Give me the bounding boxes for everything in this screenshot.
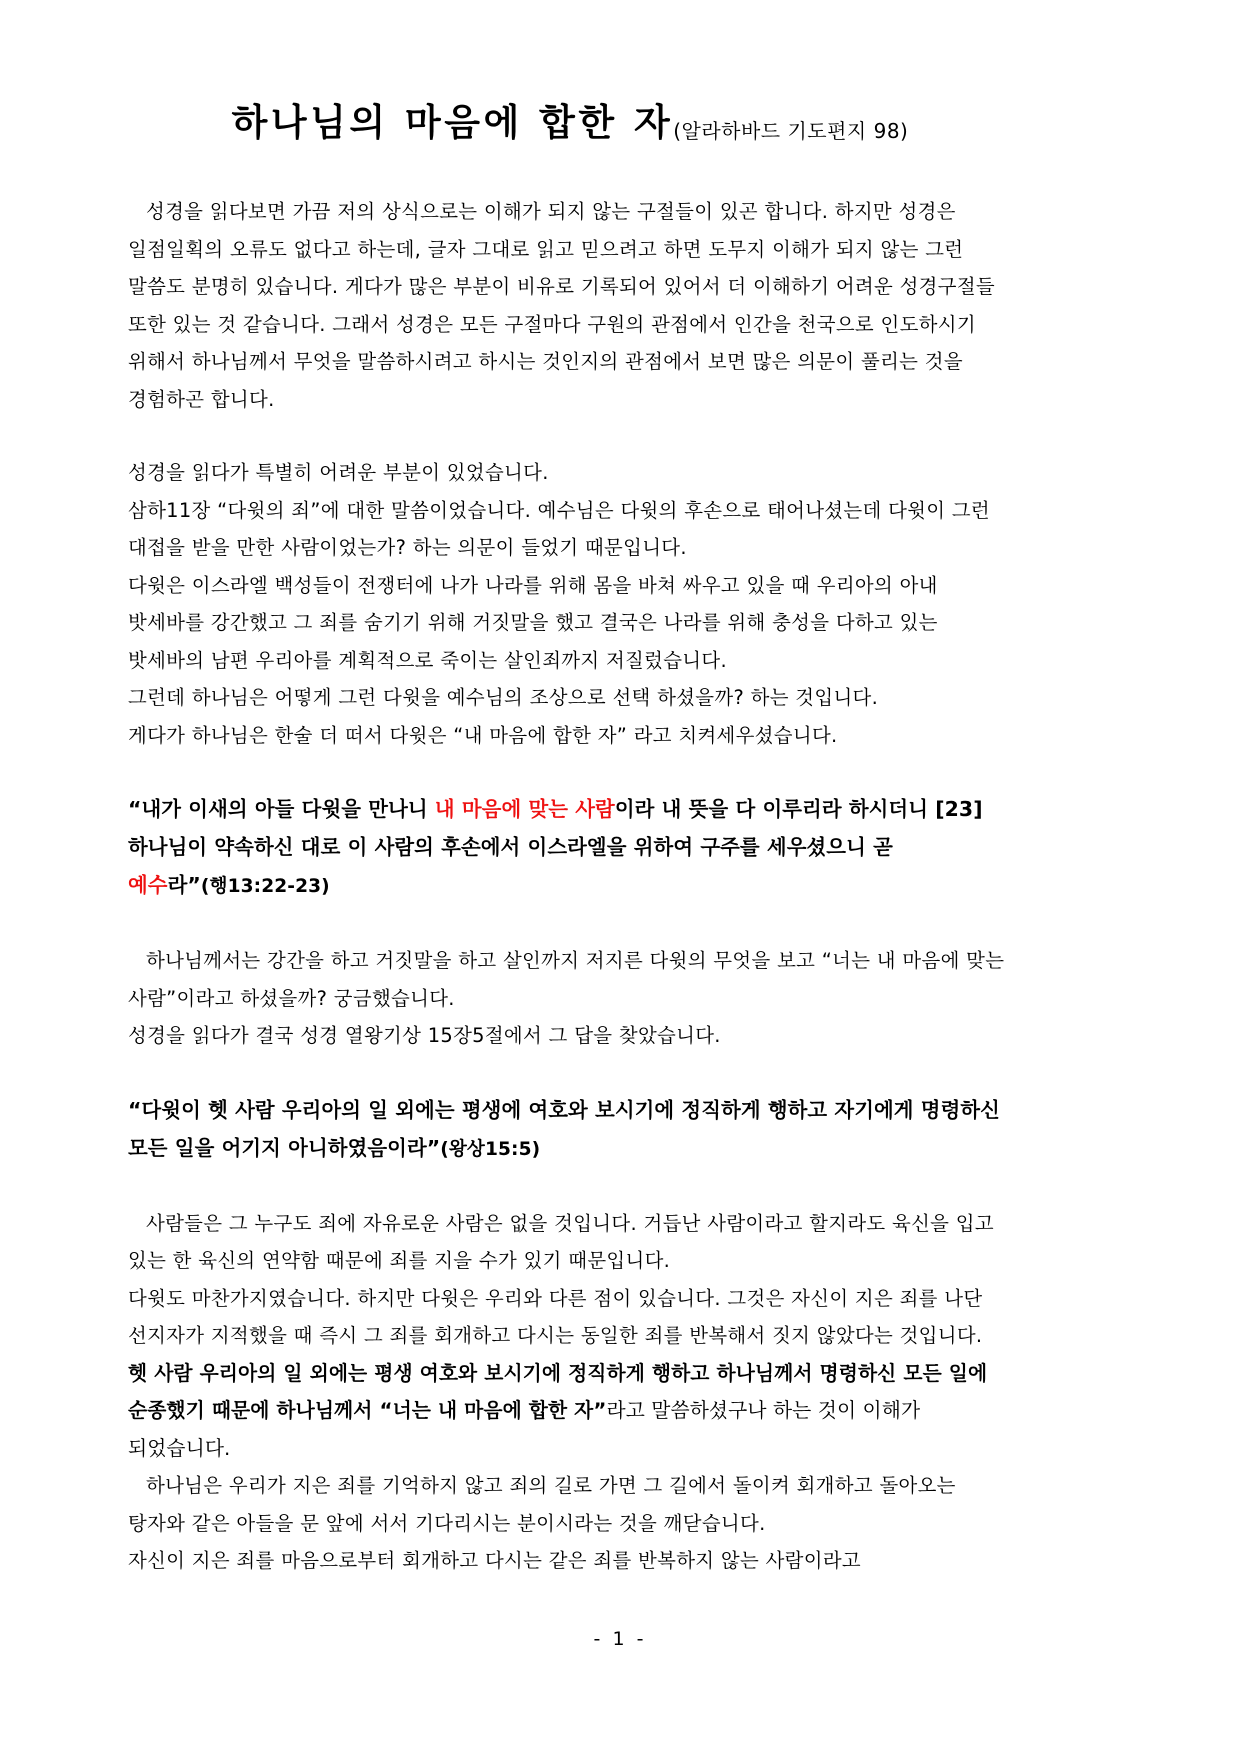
title-subtitle-text: (알라하바드 기도편지 98)	[673, 119, 909, 143]
scripture-2-reference: (왕상15:5)	[440, 1138, 541, 1160]
paragraph-group-intro	[128, 193, 1012, 418]
scripture-quote-kings	[128, 1091, 1012, 1169]
paragraph-9: 사람들은 그 누구도 죄에 자유로운 사람은 없을 것입니다. 거듭난 사람이라고 할지라도 육신을 입고 있는 한 육신의 연약함 때문에 죄를 지을 수가 있기 때문입니다.	[128, 1211, 994, 1272]
spacer	[128, 1055, 1012, 1091]
paragraph-11-bold-conclusion	[128, 1355, 1012, 1468]
conclusion-normal-segment: 라고 말씀하셨구나 하는 것이 이해가 되었습니다.	[128, 1399, 921, 1460]
paragraph-group-difficulty	[128, 454, 1012, 754]
scripture-quote-acts	[128, 790, 1012, 906]
spacer	[128, 906, 1012, 942]
paragraph-12: 하나님은 우리가 지은 죄를 기억하지 않고 죄의 길로 가면 그 길에서 돌이켜 회개하고 돌아오는 탕자와 같은 아들을 문 앞에 서서 기다리시는 분이시라는 것을 깨닫습니다.	[128, 1474, 956, 1535]
paragraph-1: 성경을 읽다보면 가끔 저의 상식으로는 이해가 되지 않는 구절들이 있곤 합니다. 하지만 성경은 일점일획의 오류도 없다고 하는데, 글자 그대로 읽고 믿으려고 하면 도무지 이해가 되지 않는 그런 말씀도 분명히 있습니다. 게다가 많은 부분이 비유로 기록되어 있어서 더 이해하기 어려운 성경구절들 또한 있는 것 같습니다. 그래서 성경은 모든 구절마다 구원의 관점에서 인간을 천국으로 인도하시기 위해서 하나님께서 무엇을 말씀하시려고 하시는 것인지의 관점에서 보면 많은 의문이 풀리는 것을 경험하곤 합니다.	[128, 200, 996, 411]
paragraph-13: 자신이 지은 죄를 마음으로부터 회개하고 다시는 같은 죄를 반복하지 않는 사람이라고	[128, 1549, 861, 1572]
spacer	[128, 754, 1012, 790]
scripture-1-reference: (행13:22-23)	[200, 876, 330, 897]
page-number: - 1 -	[593, 1628, 647, 1650]
title-main-text: 하나님의 마음에 합한 자	[231, 101, 674, 144]
paragraph-group-question	[128, 942, 1012, 1055]
conclusion-bold-segment: 헷 사람 우리아의 일 외에는 평생 여호와 보시기에 정직하게 행하고 하나님께서 명령하신 모든 일에 순종했기 때문에 하나님께서 “너는 내 마음에 합한 자”	[128, 1361, 988, 1422]
paragraph-7: 하나님께서는 강간을 하고 거짓말을 하고 살인까지 저지른 다윗의 무엇을 보고 “너는 내 마음에 맞는 사람”이라고 하셨을까? 궁금했습니다.	[128, 949, 1005, 1010]
spacer	[128, 418, 1012, 454]
spacer	[128, 1169, 1012, 1205]
paragraph-8: 성경을 읽다가 결국 성경 열왕기상 15장5절에서 그 답을 찾았습니다.	[128, 1024, 721, 1047]
paragraph-4: 다윗은 이스라엘 백성들이 전쟁터에 나가 나라를 위해 몸을 바쳐 싸우고 있을 때 우리아의 아내 밧세바를 강간했고 그 죄를 숨기기 위해 거짓말을 했고 결국은 나라를 위해 충성을 다하고 있는 밧세바의 남편 우리아를 계획적으로 죽이는 살인죄까지 저질렀습니다.	[128, 573, 938, 672]
scripture-1-highlight-2: 예수	[128, 873, 168, 897]
scripture-2-text: “다윗이 헷 사람 우리아의 일 외에는 평생에 여호와 보시기에 정직하게 행하고 자기에게 명령하신 모든 일을 어기지 아니하였음이라”	[128, 1097, 1000, 1160]
scripture-1-segment-3: 이라 내 뜻을 다 이루리라 하시더니 [23] 하나님이 약속하신 대로 이 사람의 후손에서 이스라엘을 위하여 구주를 세우셨으니 곧	[128, 797, 983, 859]
page-footer	[0, 1628, 1240, 1650]
scripture-1-segment-5: 라”	[167, 873, 201, 897]
paragraph-2: 성경을 읽다가 특별히 어려운 부분이 있었습니다.	[128, 461, 549, 484]
scripture-1-highlight-1: 내 마음에 맞는 사람	[434, 797, 615, 821]
document-body	[128, 0, 1012, 1580]
paragraph-3: 삼하11장 “다윗의 죄”에 대한 말씀이었습니다. 예수님은 다윗의 후손으로 태어나셨는데 다윗이 그런 대접을 받을 만한 사람이었는가? 하는 의문이 들었기 때문입니다.	[128, 498, 990, 559]
paragraph-5: 그런데 하나님은 어떻게 그런 다윗을 예수님의 조상으로 선택 하셨을까? 하는 것입니다.	[128, 686, 879, 709]
scripture-1-segment-1: “내가 이새의 아들 다윗을 만나니	[128, 797, 435, 821]
paragraph-6: 게다가 하나님은 한술 더 떠서 다윗은 “내 마음에 합한 자” 라고 치켜세우셨습니다.	[128, 723, 838, 747]
paragraph-group-reflection	[128, 1205, 1012, 1580]
paragraph-10: 다윗도 마찬가지였습니다. 하지만 다윗은 우리와 다른 점이 있습니다. 그것은 자신이 지은 죄를 나단 선지자가 지적했을 때 즉시 그 죄를 회개하고 다시는 동일한 죄를 반복해서 짓지 않았다는 것입니다.	[128, 1286, 983, 1347]
page-title	[128, 0, 1012, 144]
